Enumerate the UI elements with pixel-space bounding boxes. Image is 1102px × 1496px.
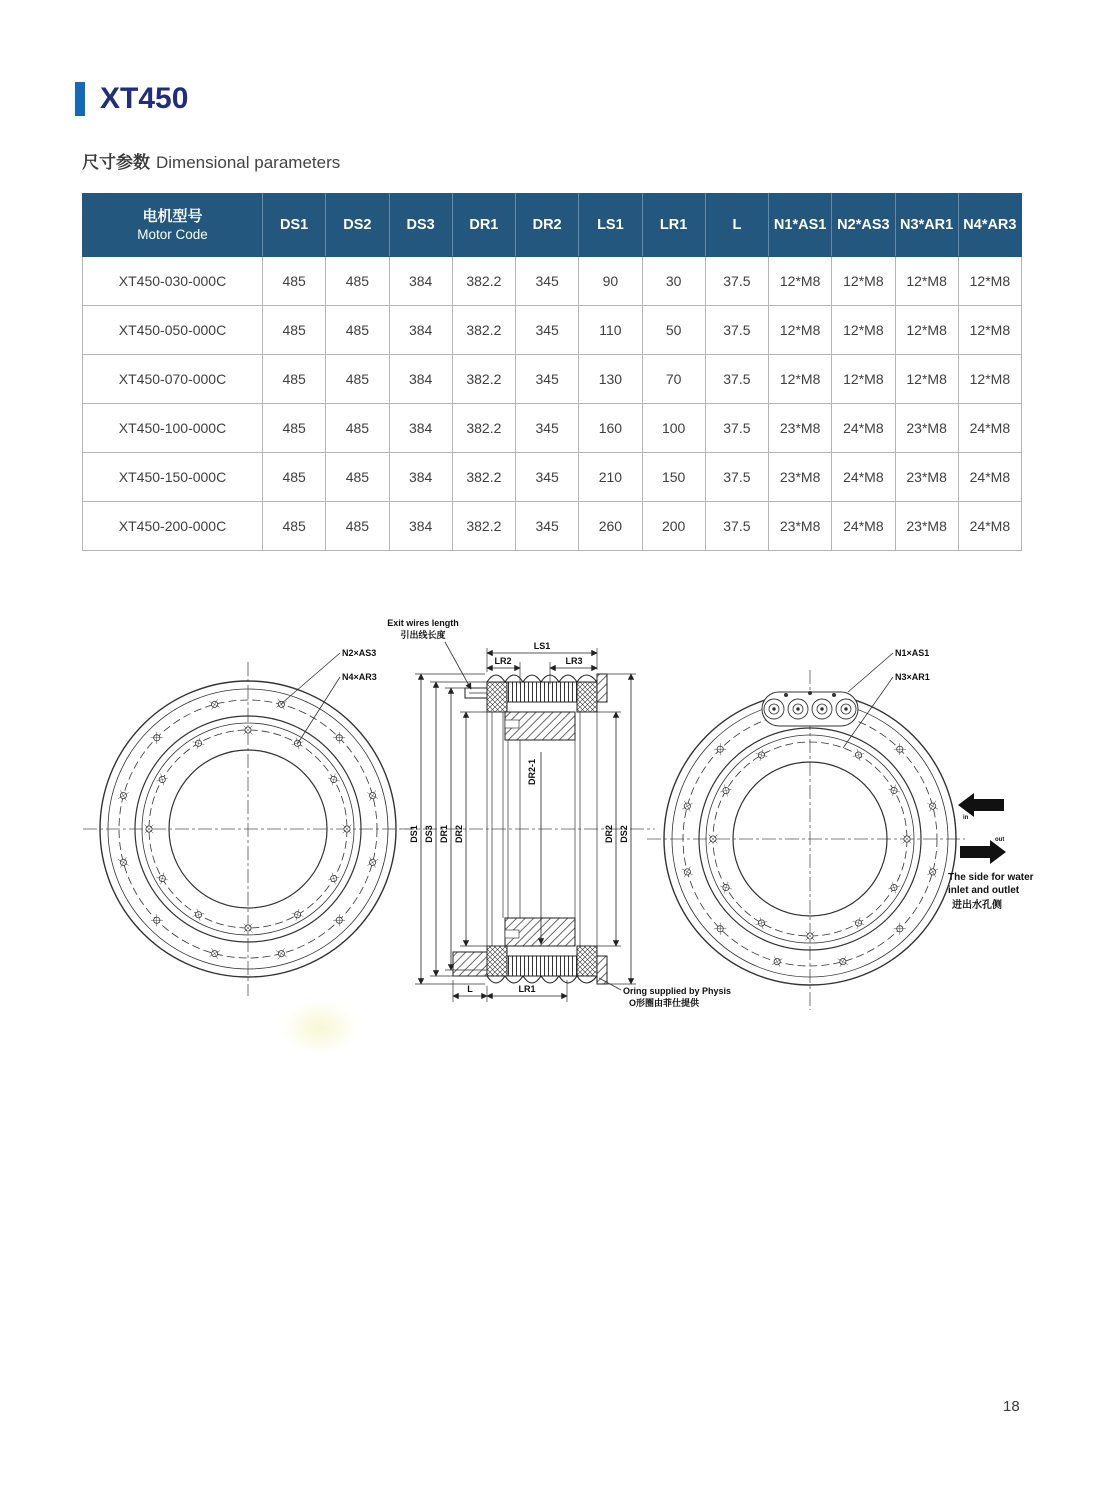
cell-value: 485 [263,257,326,306]
cell-value: 12*M8 [832,257,895,306]
watermark-smudge [280,1000,360,1055]
dim-label-dr2-1: DR2-1 [527,758,537,786]
cell-value: 130 [579,355,642,404]
cell-value: 150 [642,453,705,502]
dim-label-dr1: DR1 [439,824,449,844]
cell-value: 485 [326,355,389,404]
header-col-ds3: DS3 [389,194,452,257]
header-motor-code-en: Motor Code [137,227,208,242]
cell-value: 23*M8 [769,404,832,453]
cell-value: 382.2 [452,306,515,355]
cell-value: 345 [516,306,579,355]
table-header-row [83,194,1022,257]
cell-value: 37.5 [705,404,768,453]
cell-value: 12*M8 [769,306,832,355]
header-motor-code [83,194,263,257]
cell-value: 345 [516,355,579,404]
cell-value: 90 [579,257,642,306]
cell-value: 345 [516,257,579,306]
cell-value: 70 [642,355,705,404]
cell-value: 24*M8 [958,453,1021,502]
header-col-n2as3: N2*AS3 [832,194,895,257]
cell-value: 24*M8 [958,404,1021,453]
table-row [83,502,1022,551]
cell-value: 23*M8 [895,453,958,502]
cell-value: 37.5 [705,257,768,306]
page-number: 18 [1003,1398,1020,1415]
accent-bar [75,82,85,116]
cell-model: XT450-100-000C [83,404,263,453]
cell-value: 485 [326,306,389,355]
oring-label-en: Oring supplied by Physis [623,986,732,996]
cell-value: 382.2 [452,502,515,551]
cell-value: 200 [642,502,705,551]
cell-value: 260 [579,502,642,551]
dim-label-lr1: LR1 [518,984,536,994]
cell-value: 12*M8 [832,355,895,404]
cell-value: 345 [516,502,579,551]
section-title-en: Dimensional parameters [156,153,341,172]
cell-value: 23*M8 [769,502,832,551]
cell-value: 384 [389,404,452,453]
cell-value: 23*M8 [895,502,958,551]
cell-value: 12*M8 [769,355,832,404]
cell-value: 110 [579,306,642,355]
cell-value: 210 [579,453,642,502]
dim-label-dr2-right: DR2 [604,824,614,844]
cell-value: 12*M8 [958,306,1021,355]
water-in-arrow [958,793,1004,817]
centerlines [83,662,413,996]
cell-value: 23*M8 [895,404,958,453]
cell-value: 382.2 [452,404,515,453]
dim-label-dr2-left: DR2 [454,824,464,844]
cell-value: 382.2 [452,257,515,306]
cell-value: 24*M8 [832,404,895,453]
header-col-n4ar3: N4*AR3 [958,194,1021,257]
cell-value: 12*M8 [895,306,958,355]
cell-value: 485 [263,355,326,404]
table-row [83,306,1022,355]
header-col-ls1: LS1 [579,194,642,257]
cell-value: 485 [326,404,389,453]
cell-value: 12*M8 [895,257,958,306]
dim-label-ls1: LS1 [533,641,551,651]
cell-value: 23*M8 [769,453,832,502]
oring-label-zh: O形圈由菲仕提供 [629,998,700,1008]
cell-value: 485 [326,502,389,551]
table-row [83,257,1022,306]
dim-label-ds1: DS1 [409,825,419,843]
cell-value: 345 [516,404,579,453]
exit-wires-label-en: Exit wires length [387,618,459,628]
page-title: XT450 [100,82,189,115]
cell-value: 12*M8 [832,306,895,355]
cell-value: 30 [642,257,705,306]
cell-value: 485 [263,306,326,355]
technical-drawing [55,612,1055,1052]
dimension-table [82,193,1022,551]
cell-value: 485 [263,453,326,502]
cell-model: XT450-070-000C [83,355,263,404]
header-col-l: L [705,194,768,257]
dim-label-ds2: DS2 [619,825,629,843]
connector-block [762,691,858,726]
label-n2-as3: N2×AS3 [342,648,377,658]
table-row [83,404,1022,453]
water-in-label: in [963,815,969,821]
cell-value: 50 [642,306,705,355]
cell-model: XT450-200-000C [83,502,263,551]
dim-label-lr3: LR3 [565,656,583,666]
header-col-dr2: DR2 [516,194,579,257]
cell-value: 12*M8 [769,257,832,306]
dim-label-ds3: DS3 [424,825,434,843]
cell-value: 37.5 [705,306,768,355]
cell-value: 345 [516,453,579,502]
header-col-ds1: DS1 [263,194,326,257]
cell-value: 12*M8 [958,257,1021,306]
header-col-n1as1: N1*AS1 [769,194,832,257]
page-header [75,82,188,116]
water-note-en-1: The side for water [948,872,1034,883]
cell-model: XT450-030-000C [83,257,263,306]
cell-value: 382.2 [452,453,515,502]
water-out-arrow [960,840,1006,864]
water-note-en-2: inlet and outlet [948,885,1020,896]
label-n1-as1: N1×AS1 [895,648,930,658]
front-view [83,648,413,996]
cell-value: 100 [642,404,705,453]
cell-value: 160 [579,404,642,453]
header-col-dr1: DR1 [452,194,515,257]
cell-value: 37.5 [705,453,768,502]
table-row [83,355,1022,404]
section-title-zh: 尺寸参数 [82,153,150,172]
cell-value: 384 [389,257,452,306]
table-row [83,453,1022,502]
cell-value: 485 [326,257,389,306]
cell-value: 12*M8 [895,355,958,404]
section-view [387,618,731,1008]
cell-model: XT450-050-000C [83,306,263,355]
header-motor-code-zh: 电机型号 [142,208,203,225]
water-out-label: out [995,837,1005,843]
dim-label-lr2: LR2 [494,656,512,666]
cell-value: 24*M8 [958,502,1021,551]
cell-value: 382.2 [452,355,515,404]
cell-model: XT450-150-000C [83,453,263,502]
cell-value: 485 [263,502,326,551]
header-col-ds2: DS2 [326,194,389,257]
cell-value: 384 [389,502,452,551]
label-n4-ar3: N4×AR3 [342,672,377,682]
cell-value: 12*M8 [958,355,1021,404]
section-heading [82,148,340,173]
cell-value: 24*M8 [832,502,895,551]
label-n3-ar1: N3×AR1 [895,672,930,682]
cell-value: 384 [389,453,452,502]
header-col-n3ar1: N3*AR1 [895,194,958,257]
water-note-zh: 进出水孔侧 [952,900,1002,911]
cell-value: 37.5 [705,502,768,551]
dim-label-l: L [467,984,473,994]
cell-value: 384 [389,306,452,355]
header-col-lr1: LR1 [642,194,705,257]
cell-value: 485 [326,453,389,502]
cell-value: 24*M8 [832,453,895,502]
cell-value: 485 [263,404,326,453]
rear-view [647,648,1034,1010]
exit-wires-label-zh: 引出线长度 [400,630,446,640]
cell-value: 384 [389,355,452,404]
cell-value: 37.5 [705,355,768,404]
